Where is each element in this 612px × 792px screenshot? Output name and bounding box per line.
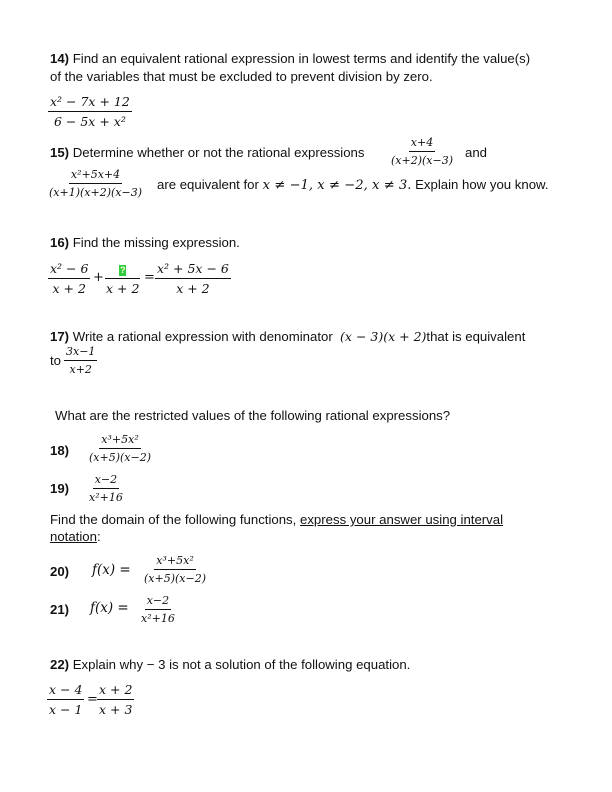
restricted-heading: What are the restricted values of the following rational expressions? xyxy=(55,408,451,423)
q16-b-denominator: x + 2 xyxy=(106,281,140,296)
q14-prompt: Find an equivalent rational expression in lowest terms and identify the value(s) xyxy=(72,51,531,66)
q14-denominator: 6 − 5x + x² xyxy=(53,114,126,129)
q20-fraction xyxy=(142,554,208,585)
q17-numerator: 3x−1 xyxy=(64,345,97,361)
q15-conditions: x ≠ −1, x ≠ −2, x ≠ 3. xyxy=(262,178,412,193)
q15-and: and xyxy=(465,145,488,160)
q22-left-denominator: x − 1 xyxy=(49,702,83,717)
q15-fraction-2 xyxy=(47,168,144,199)
q17-fraction-denominator: x+2 xyxy=(69,363,92,376)
q16-equals: = xyxy=(144,270,155,285)
q14-text-line2: of the variables that must be excluded to prevent division by zero. xyxy=(50,69,433,84)
q14-fraction xyxy=(48,94,132,129)
q15-prompt: Determine whether or not the rational expressions xyxy=(72,145,365,160)
q16-c-denominator: x + 2 xyxy=(176,281,210,296)
q21-lhs: f(x) = xyxy=(90,600,129,616)
q15-frac1-denominator: (x+2)(x−3) xyxy=(391,154,454,167)
q17-text xyxy=(50,329,525,344)
q17-number: 17) xyxy=(50,329,70,344)
domain-heading-line2 xyxy=(50,529,101,544)
q19-denominator: x²+16 xyxy=(89,491,123,504)
q14-text-line1 xyxy=(50,51,530,66)
q18-fraction xyxy=(87,433,153,464)
domain-heading-line1 xyxy=(50,512,503,527)
q16-a-denominator: x + 2 xyxy=(52,281,86,296)
q22-text xyxy=(50,657,410,672)
q16-fraction-c xyxy=(155,261,231,296)
q21-numerator: x−2 xyxy=(145,594,171,610)
q22-left-numerator: x − 4 xyxy=(47,682,84,700)
q14-numerator: x² − 7x + 12 xyxy=(48,94,132,112)
q22-prompt: Explain why − 3 is not a solution of the following equation. xyxy=(72,657,411,672)
domain-heading-underlined-1: express your answer using interval xyxy=(300,512,504,527)
q22-fraction-left xyxy=(47,682,84,717)
q18-denominator: (x+5)(x−2) xyxy=(89,451,152,464)
q16-fraction-b xyxy=(104,261,141,296)
q16-a-numerator: x² − 6 xyxy=(48,261,90,279)
domain-heading-underlined-2: notation xyxy=(50,529,97,544)
q20-numerator: x³+5x² xyxy=(154,554,195,570)
q16-missing-numerator xyxy=(105,261,141,279)
q20-number: 20) xyxy=(50,564,70,579)
q17-denominator-expr: (x − 3)(x + 2) xyxy=(340,329,427,344)
q17-prompt-after: that is equivalent xyxy=(426,329,526,344)
q21-denominator: x²+16 xyxy=(141,612,175,625)
q19-number: 19) xyxy=(50,481,70,496)
q21-fraction xyxy=(139,594,177,625)
q18-numerator: x³+5x² xyxy=(99,433,140,449)
q22-equals: = xyxy=(87,692,98,707)
domain-heading-colon: : xyxy=(96,529,101,544)
q17-fraction xyxy=(64,345,97,376)
domain-heading-plain: Find the domain of the following functions, xyxy=(50,512,297,527)
q17-prompt: Write a rational expression with denominator xyxy=(72,329,333,344)
q14-number: 14) xyxy=(50,51,70,66)
q15-tail-suffix: Explain how you know. xyxy=(415,177,549,192)
q18-number: 18) xyxy=(50,443,70,458)
q16-fraction-a xyxy=(48,261,90,296)
q21-number: 21) xyxy=(50,602,70,617)
q15-tail-prefix: are equivalent for xyxy=(157,177,259,192)
q19-numerator: x−2 xyxy=(93,473,119,489)
q16-text xyxy=(50,235,240,250)
q15-fraction-1 xyxy=(389,136,455,167)
q22-right-denominator: x + 3 xyxy=(99,702,133,717)
q15-number: 15) xyxy=(50,145,70,160)
q22-fraction-right xyxy=(97,682,134,717)
q20-denominator: (x+5)(x−2) xyxy=(144,572,207,585)
q22-number: 22) xyxy=(50,657,70,672)
q16-prompt: Find the missing expression. xyxy=(72,235,240,250)
q15-text xyxy=(50,145,364,160)
q20-lhs: f(x) = xyxy=(92,562,131,578)
q15-frac2-numerator: x²+5x+4 xyxy=(69,168,122,184)
q16-c-numerator: x² + 5x − 6 xyxy=(155,261,231,279)
q19-fraction xyxy=(87,473,125,504)
q17-to: to xyxy=(50,353,61,368)
q15-frac1-numerator: x+4 xyxy=(409,136,435,152)
q16-number: 16) xyxy=(50,235,70,250)
q15-tail xyxy=(157,177,549,193)
q16-plus: + xyxy=(93,270,104,285)
q15-frac2-denominator: (x+1)(x+2)(x−3) xyxy=(49,186,143,199)
q22-right-numerator: x + 2 xyxy=(97,682,134,700)
q16-question-mark: ? xyxy=(119,265,126,275)
